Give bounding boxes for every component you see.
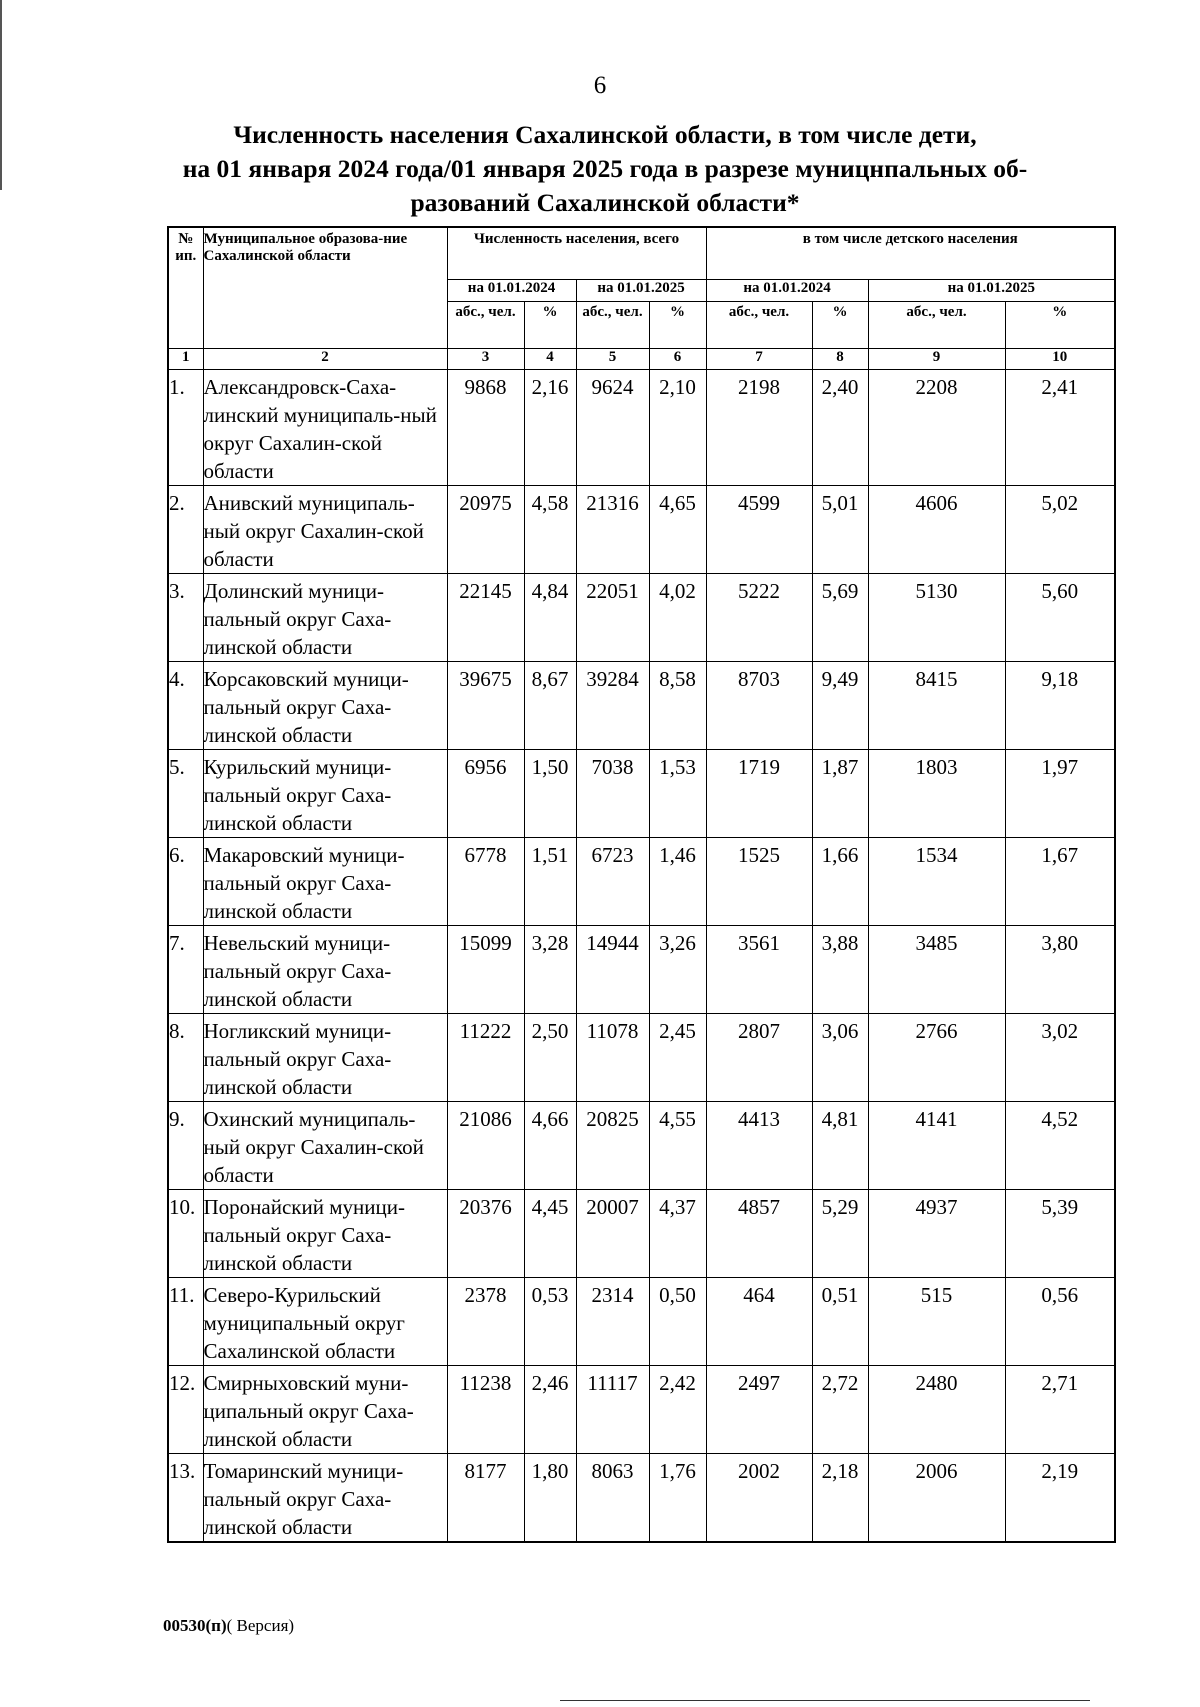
table-row <box>168 1102 1115 1190</box>
total-2025-abs: 8063 <box>576 1454 649 1543</box>
table-row <box>168 838 1115 926</box>
municipality-name: Охинский муниципаль-ный округ Сахалин-ской области <box>203 1102 447 1190</box>
children-2024-pct: 2,72 <box>812 1366 868 1454</box>
total-2025-pct: 8,58 <box>649 662 706 750</box>
scan-edge-line <box>560 1700 1090 1701</box>
row-number: 11. <box>168 1278 203 1366</box>
total-2025-abs: 11078 <box>576 1014 649 1102</box>
header-children-2024: на 01.01.2024 <box>706 280 868 302</box>
total-2024-abs: 6778 <box>447 838 524 926</box>
children-2024-abs: 2002 <box>706 1454 812 1543</box>
children-2024-abs: 2807 <box>706 1014 812 1102</box>
total-2025-pct: 1,76 <box>649 1454 706 1543</box>
municipality-name: Поронайский муници-пальный округ Саха-линской области <box>203 1190 447 1278</box>
total-2024-pct: 1,51 <box>524 838 576 926</box>
title-line-2: на 01 января 2024 года/01 января 2025 года в разрезе муницнпальных об- <box>182 154 1028 183</box>
total-2024-pct: 4,66 <box>524 1102 576 1190</box>
population-table <box>167 226 1116 1543</box>
footer-code: 00530(п) <box>163 1616 227 1635</box>
title-line-1: Численность населения Сахалинской области, в том числе дети, <box>233 120 977 149</box>
column-number: 3 <box>447 349 524 370</box>
total-2024-abs: 8177 <box>447 1454 524 1543</box>
column-number: 7 <box>706 349 812 370</box>
children-2025-pct: 3,80 <box>1005 926 1115 1014</box>
total-2025-pct: 2,45 <box>649 1014 706 1102</box>
children-2024-abs: 2497 <box>706 1366 812 1454</box>
total-2025-abs: 21316 <box>576 486 649 574</box>
children-2025-abs: 2766 <box>868 1014 1005 1102</box>
page-number: 6 <box>593 72 607 99</box>
column-number-row <box>168 349 1115 370</box>
total-2024-pct: 0,53 <box>524 1278 576 1366</box>
total-2024-pct: 1,50 <box>524 750 576 838</box>
children-2024-pct: 5,01 <box>812 486 868 574</box>
total-2024-pct: 4,84 <box>524 574 576 662</box>
total-2024-abs: 11222 <box>447 1014 524 1102</box>
children-2024-abs: 4413 <box>706 1102 812 1190</box>
total-2025-abs: 11117 <box>576 1366 649 1454</box>
children-2024-pct: 0,51 <box>812 1278 868 1366</box>
table-row <box>168 926 1115 1014</box>
header-total-population: Численность населения, всего <box>447 227 706 280</box>
municipality-name: Анивский муниципаль-ный округ Сахалин-ской области <box>203 486 447 574</box>
footer-document-code <box>163 1616 294 1636</box>
municipality-name: Ногликский муници-пальный округ Саха-линской области <box>203 1014 447 1102</box>
children-2024-pct: 2,18 <box>812 1454 868 1543</box>
row-number: 1. <box>168 370 203 486</box>
total-2024-abs: 6956 <box>447 750 524 838</box>
column-number: 10 <box>1005 349 1115 370</box>
children-2024-pct: 3,88 <box>812 926 868 1014</box>
header-abs: абс., чел. <box>447 302 524 349</box>
children-2024-pct: 1,66 <box>812 838 868 926</box>
children-2025-abs: 1534 <box>868 838 1005 926</box>
row-number: 2. <box>168 486 203 574</box>
table-row <box>168 1014 1115 1102</box>
total-2025-pct: 4,02 <box>649 574 706 662</box>
column-number: 8 <box>812 349 868 370</box>
header-total-2024: на 01.01.2024 <box>447 280 576 302</box>
municipality-name: Томаринский муници-пальный округ Саха-линской области <box>203 1454 447 1543</box>
table-row <box>168 1366 1115 1454</box>
children-2025-pct: 5,39 <box>1005 1190 1115 1278</box>
row-number: 6. <box>168 838 203 926</box>
total-2025-abs: 20825 <box>576 1102 649 1190</box>
children-2025-pct: 5,60 <box>1005 574 1115 662</box>
total-2024-abs: 20975 <box>447 486 524 574</box>
total-2024-pct: 1,80 <box>524 1454 576 1543</box>
children-2025-abs: 3485 <box>868 926 1005 1014</box>
header-number: № ип. <box>168 227 203 349</box>
table-row <box>168 370 1115 486</box>
children-2025-pct: 1,67 <box>1005 838 1115 926</box>
row-number: 13. <box>168 1454 203 1543</box>
municipality-name: Долинский муници-пальный округ Саха-линской области <box>203 574 447 662</box>
children-2025-abs: 1803 <box>868 750 1005 838</box>
total-2025-pct: 4,65 <box>649 486 706 574</box>
total-2025-pct: 2,42 <box>649 1366 706 1454</box>
column-number: 2 <box>203 349 447 370</box>
table-row <box>168 662 1115 750</box>
table-row <box>168 574 1115 662</box>
total-2025-pct: 1,46 <box>649 838 706 926</box>
document-title <box>130 118 1080 220</box>
total-2024-pct: 3,28 <box>524 926 576 1014</box>
header-child-population: в том числе детского населения <box>706 227 1115 280</box>
children-2025-pct: 9,18 <box>1005 662 1115 750</box>
municipality-name: Макаровский муници-пальный округ Саха-линской области <box>203 838 447 926</box>
total-2024-abs: 39675 <box>447 662 524 750</box>
children-2024-pct: 2,40 <box>812 370 868 486</box>
title-line-3: разований Сахалинской области* <box>410 188 800 217</box>
total-2024-pct: 2,16 <box>524 370 576 486</box>
total-2024-abs: 9868 <box>447 370 524 486</box>
total-2025-abs: 2314 <box>576 1278 649 1366</box>
children-2025-abs: 2006 <box>868 1454 1005 1543</box>
children-2024-abs: 4857 <box>706 1190 812 1278</box>
children-2024-abs: 4599 <box>706 486 812 574</box>
total-2025-pct: 4,37 <box>649 1190 706 1278</box>
children-2025-abs: 5130 <box>868 574 1005 662</box>
table-row <box>168 1278 1115 1366</box>
children-2025-pct: 4,52 <box>1005 1102 1115 1190</box>
municipality-name: Корсаковский муници-пальный округ Саха-линской области <box>203 662 447 750</box>
column-number: 4 <box>524 349 576 370</box>
total-2025-abs: 7038 <box>576 750 649 838</box>
total-2025-abs: 14944 <box>576 926 649 1014</box>
municipality-name: Северо-Курильский муниципальный округ Сахалинской области <box>203 1278 447 1366</box>
children-2025-pct: 3,02 <box>1005 1014 1115 1102</box>
row-number: 5. <box>168 750 203 838</box>
total-2025-pct: 3,26 <box>649 926 706 1014</box>
children-2024-abs: 2198 <box>706 370 812 486</box>
children-2024-abs: 8703 <box>706 662 812 750</box>
row-number: 3. <box>168 574 203 662</box>
municipality-name: Смирныховский муни-ципальный округ Саха-линской области <box>203 1366 447 1454</box>
children-2024-abs: 1719 <box>706 750 812 838</box>
children-2025-pct: 5,02 <box>1005 486 1115 574</box>
total-2024-pct: 4,58 <box>524 486 576 574</box>
table-row <box>168 1190 1115 1278</box>
total-2024-abs: 11238 <box>447 1366 524 1454</box>
header-abs: абс., чел. <box>706 302 812 349</box>
row-number: 9. <box>168 1102 203 1190</box>
column-number: 9 <box>868 349 1005 370</box>
total-2025-abs: 39284 <box>576 662 649 750</box>
children-2024-abs: 464 <box>706 1278 812 1366</box>
municipality-name: Курильский муници-пальный округ Саха-линской области <box>203 750 447 838</box>
total-2025-pct: 0,50 <box>649 1278 706 1366</box>
total-2025-pct: 4,55 <box>649 1102 706 1190</box>
header-municipality: Муниципальное образова-ние Сахалинской области <box>203 227 447 349</box>
column-number: 1 <box>168 349 203 370</box>
header-total-2025: на 01.01.2025 <box>576 280 706 302</box>
children-2024-pct: 9,49 <box>812 662 868 750</box>
children-2025-pct: 1,97 <box>1005 750 1115 838</box>
table-row <box>168 1454 1115 1543</box>
children-2025-abs: 2480 <box>868 1366 1005 1454</box>
children-2024-abs: 3561 <box>706 926 812 1014</box>
row-number: 12. <box>168 1366 203 1454</box>
column-number: 5 <box>576 349 649 370</box>
row-number: 8. <box>168 1014 203 1102</box>
total-2024-pct: 4,45 <box>524 1190 576 1278</box>
municipality-name: Александровск-Саха-линский муниципаль-ный округ Сахалин-ской области <box>203 370 447 486</box>
children-2025-abs: 4606 <box>868 486 1005 574</box>
children-2025-pct: 2,71 <box>1005 1366 1115 1454</box>
row-number: 10. <box>168 1190 203 1278</box>
children-2025-abs: 4141 <box>868 1102 1005 1190</box>
total-2025-abs: 6723 <box>576 838 649 926</box>
header-abs: абс., чел. <box>868 302 1005 349</box>
children-2024-pct: 5,69 <box>812 574 868 662</box>
total-2024-abs: 2378 <box>447 1278 524 1366</box>
children-2025-pct: 2,19 <box>1005 1454 1115 1543</box>
header-pct: % <box>812 302 868 349</box>
children-2025-abs: 8415 <box>868 662 1005 750</box>
total-2024-pct: 2,50 <box>524 1014 576 1102</box>
total-2025-abs: 22051 <box>576 574 649 662</box>
total-2025-abs: 9624 <box>576 370 649 486</box>
children-2024-pct: 4,81 <box>812 1102 868 1190</box>
municipality-name: Невельский муници-пальный округ Саха-линской области <box>203 926 447 1014</box>
row-number: 7. <box>168 926 203 1014</box>
total-2024-abs: 20376 <box>447 1190 524 1278</box>
total-2024-abs: 21086 <box>447 1102 524 1190</box>
table-row <box>168 750 1115 838</box>
children-2025-abs: 2208 <box>868 370 1005 486</box>
footer-version: ( Версия) <box>226 1616 295 1635</box>
children-2025-abs: 4937 <box>868 1190 1005 1278</box>
children-2024-pct: 5,29 <box>812 1190 868 1278</box>
column-number: 6 <box>649 349 706 370</box>
row-number: 4. <box>168 662 203 750</box>
total-2024-abs: 22145 <box>447 574 524 662</box>
children-2025-pct: 0,56 <box>1005 1278 1115 1366</box>
total-2024-pct: 8,67 <box>524 662 576 750</box>
header-pct: % <box>1005 302 1115 349</box>
header-children-2025: на 01.01.2025 <box>868 280 1115 302</box>
children-2024-pct: 1,87 <box>812 750 868 838</box>
total-2025-pct: 1,53 <box>649 750 706 838</box>
children-2024-abs: 1525 <box>706 838 812 926</box>
children-2024-abs: 5222 <box>706 574 812 662</box>
total-2024-abs: 15099 <box>447 926 524 1014</box>
total-2025-pct: 2,10 <box>649 370 706 486</box>
children-2024-pct: 3,06 <box>812 1014 868 1102</box>
total-2024-pct: 2,46 <box>524 1366 576 1454</box>
children-2025-abs: 515 <box>868 1278 1005 1366</box>
table-body <box>168 370 1115 1543</box>
table-row <box>168 486 1115 574</box>
header-pct: % <box>649 302 706 349</box>
header-abs: абс., чел. <box>576 302 649 349</box>
header-pct: % <box>524 302 576 349</box>
children-2025-pct: 2,41 <box>1005 370 1115 486</box>
total-2025-abs: 20007 <box>576 1190 649 1278</box>
